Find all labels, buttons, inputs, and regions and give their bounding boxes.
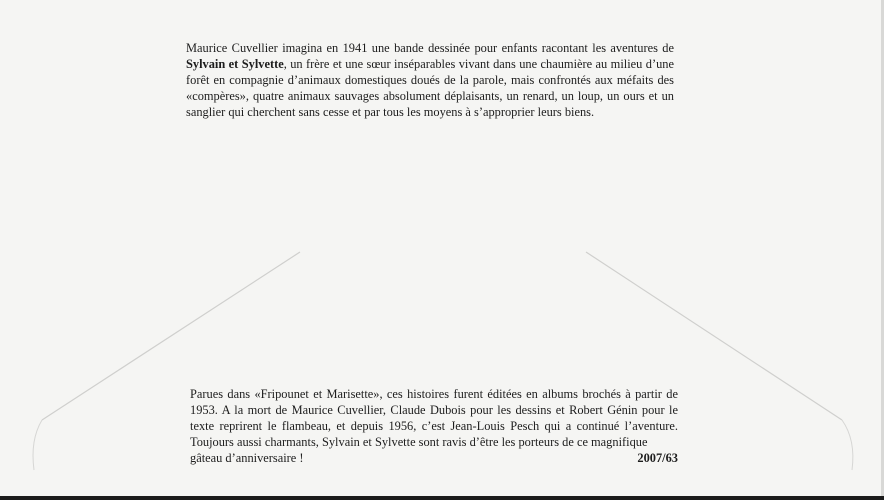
history-paragraph (190, 386, 678, 466)
reference-code: 2007/63 (637, 451, 678, 465)
closing-text: gâteau d’anniversaire ! (190, 451, 304, 465)
intro-text (186, 40, 674, 120)
flap-curve-right (842, 420, 853, 470)
intro-paragraph (186, 40, 674, 120)
envelope-bottom-edge (0, 496, 884, 500)
closing-line (190, 450, 678, 466)
series-title: Sylvain et Sylvette (186, 57, 284, 71)
flap-curve-left (33, 420, 42, 470)
history-text: Parues dans «Fripounet et Marisette», ces histoires furent éditées en albums brochés à partir de 1953. A la mort de Maurice Cuvellier, Claude Dubois pour les dessins et Robert Génin pour le texte reprirent le flambeau, et depuis 1956, c’est Jean-Louis Pesch qui a continué l’aventure. Toujours aussi charmants, Sylvain et Sylvette sont ravis d’être les porteurs de ce magnifique (190, 387, 678, 449)
intro-text-part2: , un frère et une sœur inséparables vivant dans une chaumière au milieu d’une forêt en compagnie d’animaux domestiques doués de la parole, mais confrontés aux méfaits des «compères», quatre animaux sauvages absolument déplaisants, un renard, un loup, un ours et un sanglier qui cherchent sans cesse et par tous les moyens à s’approprier leurs biens. (186, 57, 674, 119)
intro-text-part1: Maurice Cuvellier imagina en 1941 une bande dessinée pour enfants racontant les aventures de (186, 41, 674, 55)
